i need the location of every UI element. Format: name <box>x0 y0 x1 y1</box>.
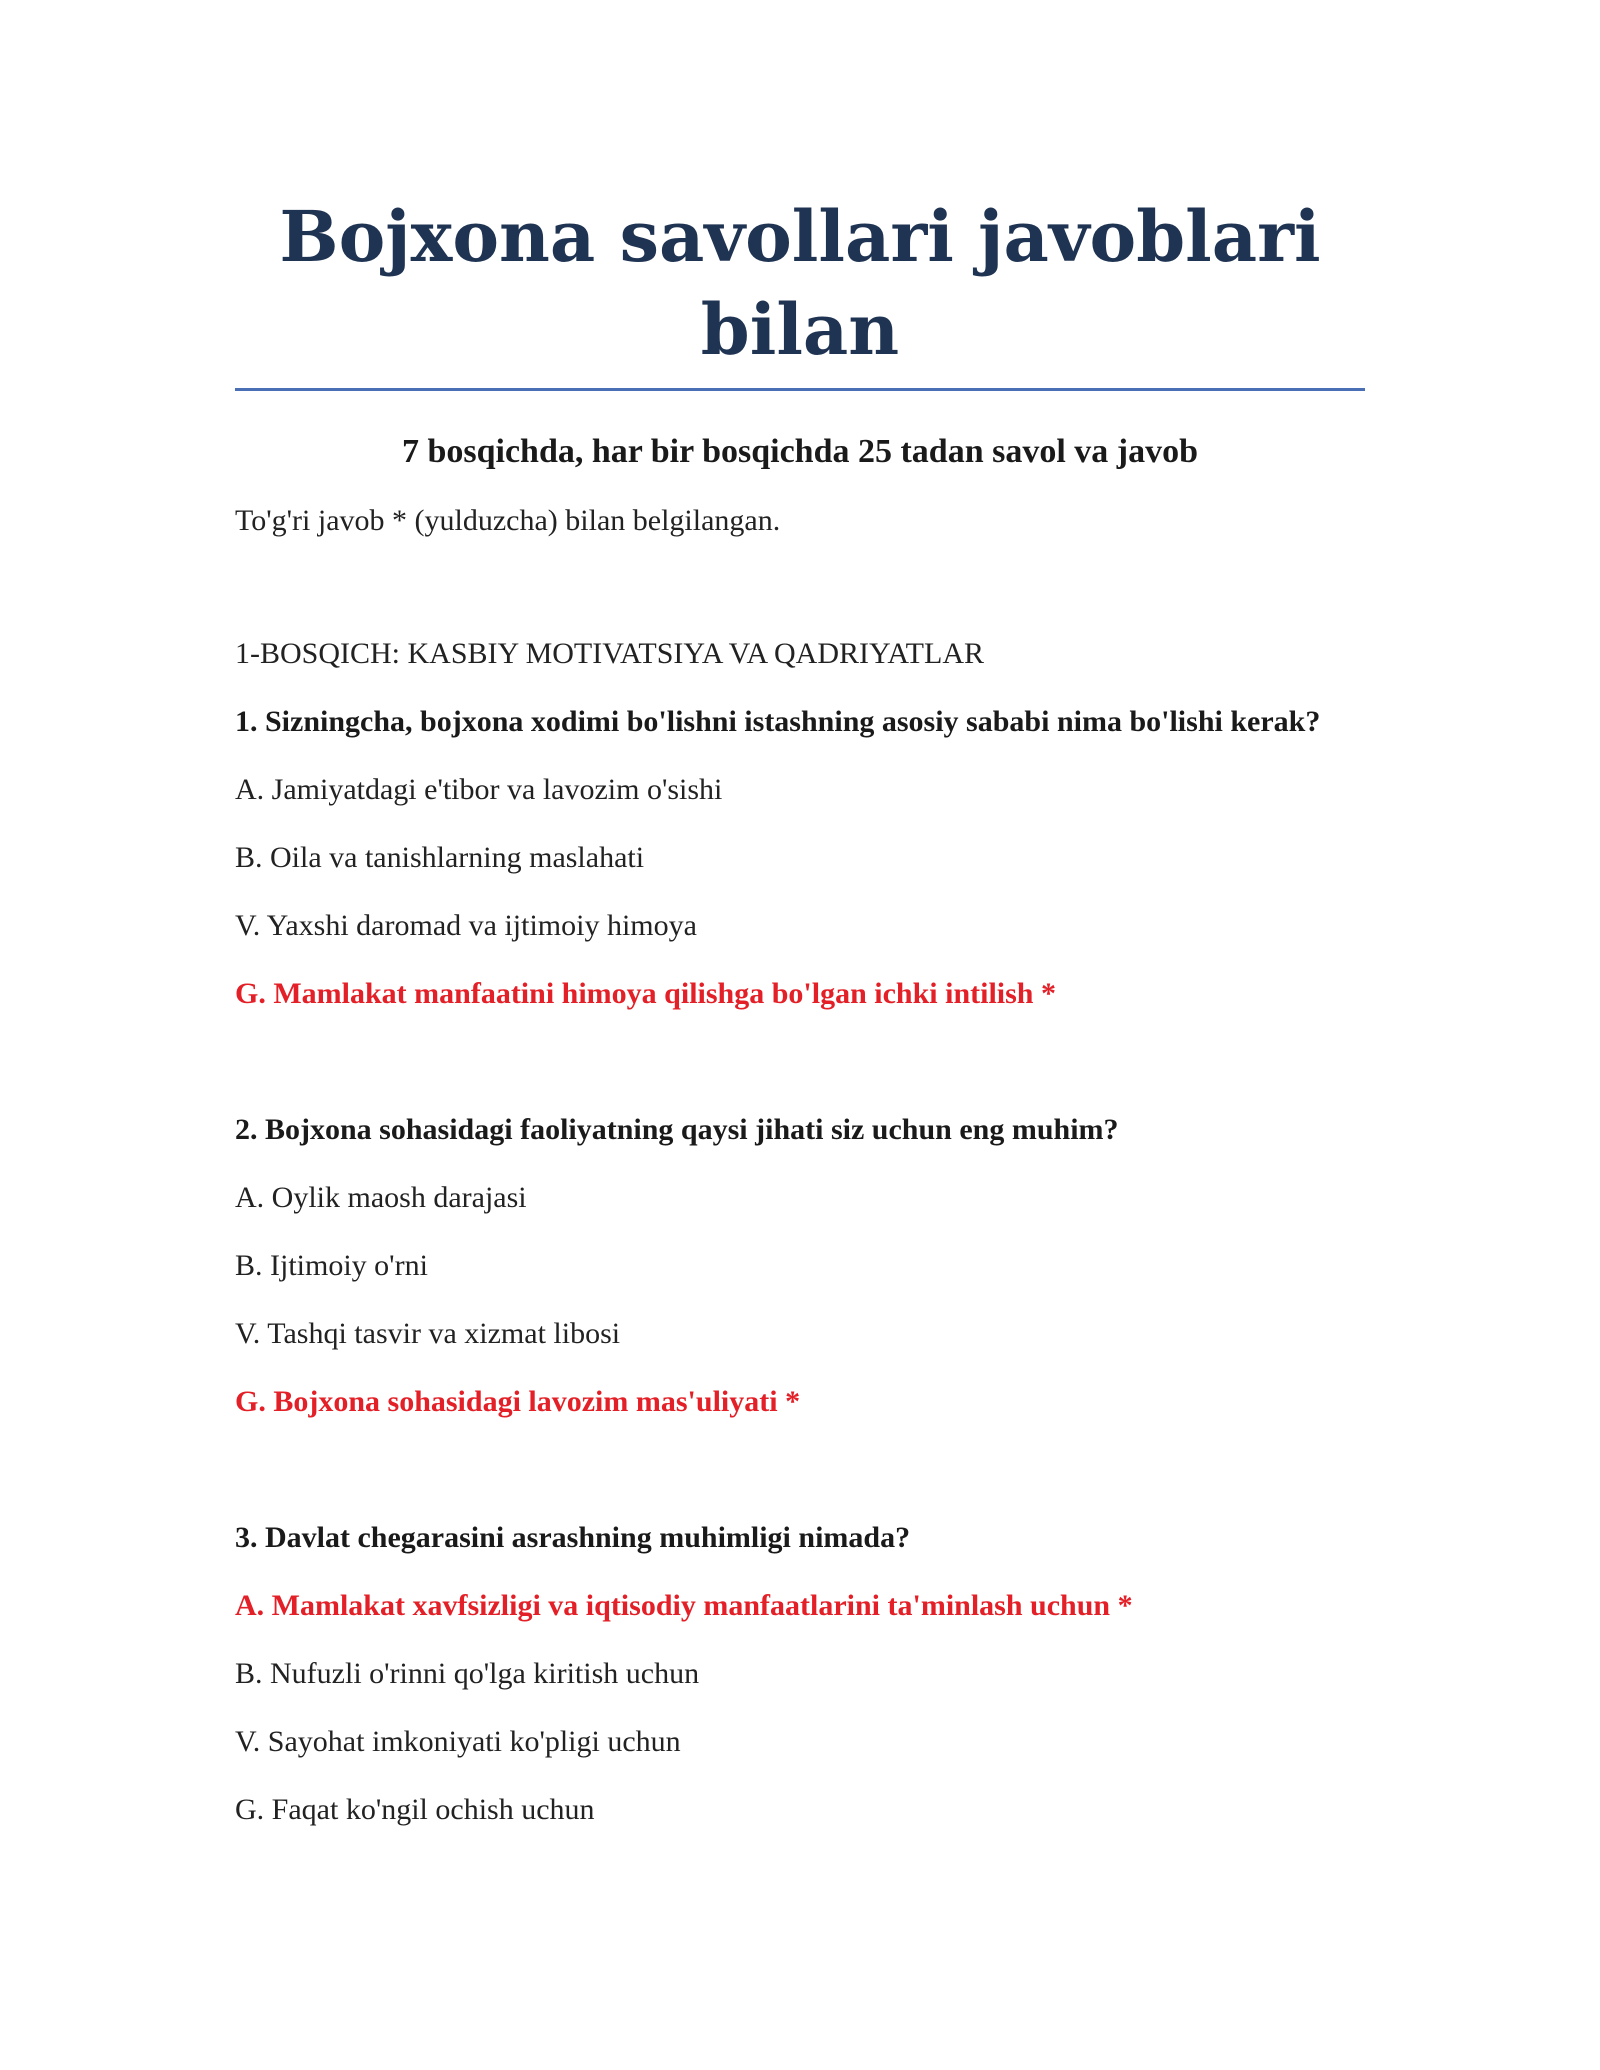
answer-option: B. Nufuzli o'rinni qo'lga kiritish uchun <box>235 1657 700 1690</box>
stage-heading: 1-BOSQICH: KASBIY MOTIVATSIYA VA QADRIYATLAR <box>235 637 984 670</box>
question-text: 2. Bojxona sohasidagi faoliyatning qaysi jihati siz uchun eng muhim? <box>235 1113 1119 1146</box>
document-page <box>235 190 1365 1831</box>
question-text: 1. Sizningcha, bojxona xodimi bo'lishni istashning asosiy sababi nima bo'lishi kerak? <box>235 705 1321 738</box>
question-block <box>235 701 1365 1015</box>
answer-option: V. Yaxshi daromad va ijtimoiy himoya <box>235 909 697 942</box>
answer-option: B. Oila va tanishlarning maslahati <box>235 841 645 874</box>
answer-option: A. Oylik maosh darajasi <box>235 1181 527 1214</box>
question-block <box>235 1517 1365 1831</box>
correct-answer-option: G. Bojxona sohasidagi lavozim mas'uliyati * <box>235 1385 801 1418</box>
correct-answer-option: A. Mamlakat xavfsizligi va iqtisodiy manfaatlarini ta'minlash uchun * <box>235 1589 1133 1622</box>
answer-option: V. Tashqi tasvir va xizmat libosi <box>235 1317 621 1350</box>
correct-answer-option: G. Mamlakat manfaatini himoya qilishga bo'lgan ichki intilish * <box>235 977 1056 1010</box>
answer-key-note: To'g'ri javob * (yulduzcha) bilan belgilangan. <box>235 504 781 537</box>
answer-option: A. Jamiyatdagi e'tibor va lavozim o'sishi <box>235 773 723 806</box>
answer-option: B. Ijtimoiy o'rni <box>235 1249 428 1282</box>
question-block <box>235 1109 1365 1423</box>
answer-option: V. Sayohat imkoniyati ko'pligi uchun <box>235 1725 681 1758</box>
title-divider <box>235 388 1365 391</box>
question-text: 3. Davlat chegarasini asrashning muhimligi nimada? <box>235 1521 911 1554</box>
document-subtitle: 7 bosqichda, har bir bosqichda 25 tadan savol va javob <box>401 433 1199 470</box>
answer-option: G. Faqat ko'ngil ochish uchun <box>235 1793 595 1826</box>
document-title: Bojxona savollari javoblari bilan <box>279 195 1321 371</box>
